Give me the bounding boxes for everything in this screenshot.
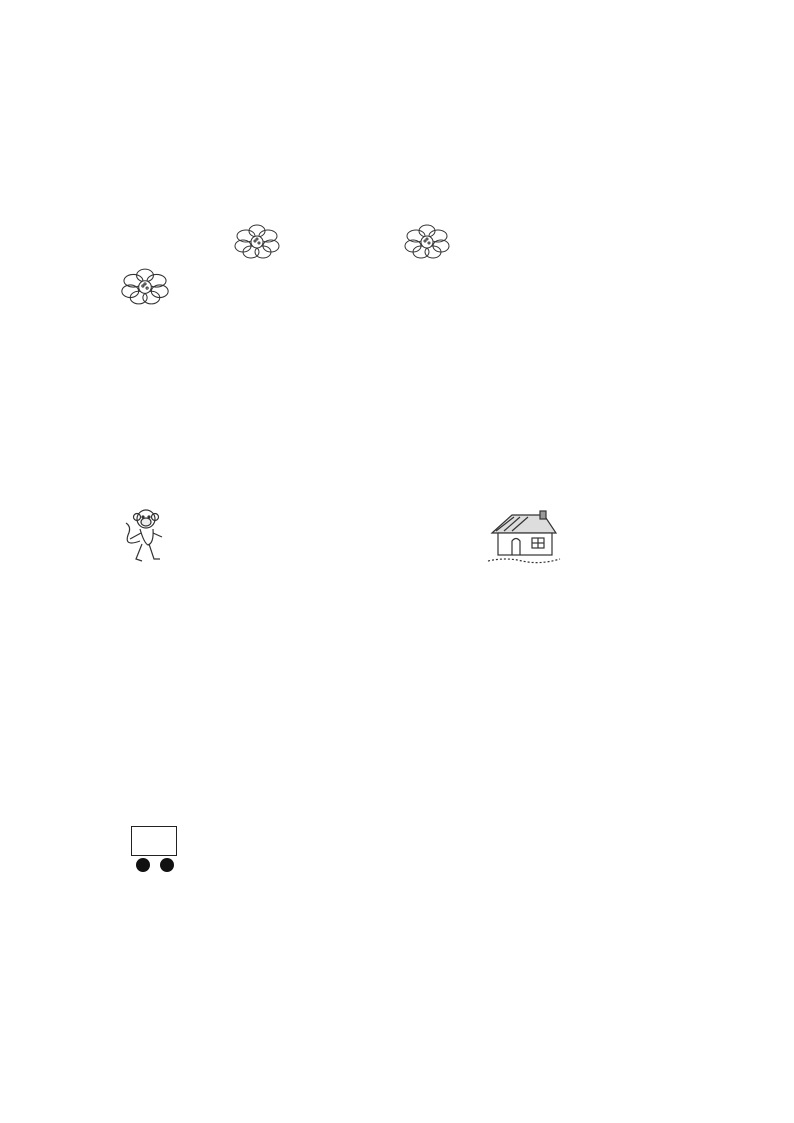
sticks-row-2 bbox=[118, 148, 358, 186]
train-wheel bbox=[160, 858, 174, 872]
flower-icon bbox=[234, 222, 280, 260]
house-icon bbox=[486, 507, 562, 565]
train-engine bbox=[131, 826, 177, 856]
sticks-row-1 bbox=[118, 98, 358, 136]
monkey-icon bbox=[120, 507, 168, 565]
flower-icon bbox=[404, 222, 450, 260]
number-chain bbox=[120, 505, 570, 567]
flower-icon bbox=[120, 266, 170, 306]
train-wheel bbox=[136, 858, 150, 872]
